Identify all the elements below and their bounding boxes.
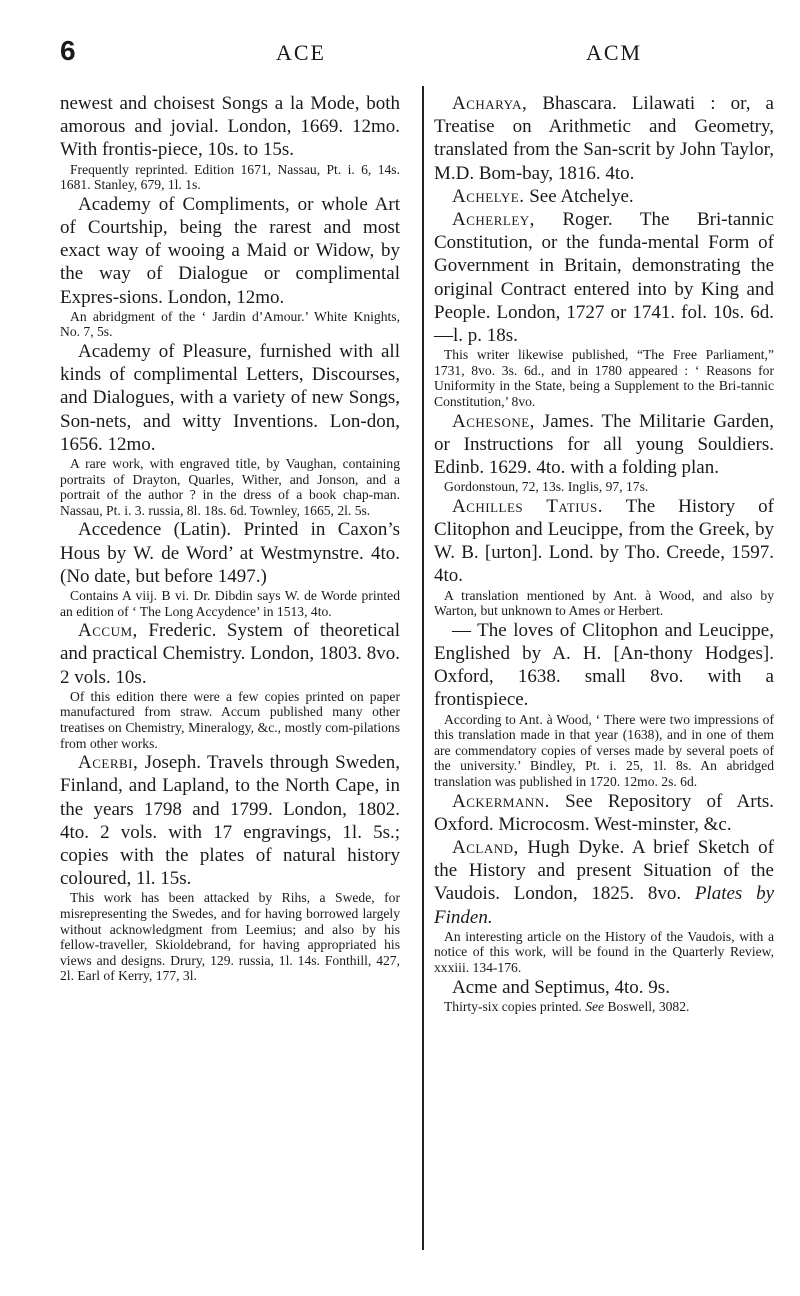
entry-note (434, 712, 774, 790)
running-head-left: ACE (276, 40, 326, 65)
bibliography-entry (434, 619, 774, 712)
bibliography-entry (434, 790, 774, 836)
note-text: Contains A viij. B vi. Dr. Dibdin says W. de Worde printed an edition of ‘ The Long Accydence’ in 1513, 4to. (60, 588, 400, 619)
bibliography-entry (60, 751, 400, 890)
entry-text: Accedence (Latin). Printed in Caxon’s Hous by W. de Word’ at Westmynstre. 4to. (No date, but before 1497.) (60, 519, 400, 587)
entry-text: The History of Clitophon and Leucippe, from the Greek, by W. B. [urton]. Lond. by Tho. Creede, 1597. 4to. (434, 495, 774, 587)
entry-note (60, 588, 400, 619)
entry-headword: Achesone, (452, 410, 535, 432)
note-text: An interesting article on the History of the Vaudois, with a notice of this work, will be found in the Quarterly Review, xxxiii. 134-176. (434, 928, 774, 975)
bibliography-entry (60, 518, 400, 588)
entry-headword: Achelye. (452, 185, 525, 207)
note-text: An abridgment of the ‘ Jardin d’Amour.’ White Knights, No. 7, 5s. (60, 308, 400, 340)
entry-note (60, 689, 400, 751)
entry-note (434, 999, 774, 1015)
running-head-right: ACM (586, 40, 643, 65)
entry-text: Hugh Dyke. A brief Sketch of the History and present Situation of the Vaudois. London, 1825. 8vo. (434, 837, 774, 905)
entry-text: Academy of Pleasure, furnished with all kinds of complimental Letters, Discourses, and Dialogues, with a variety of new Songs, Son-nets, and witty Inventions. Lon-don, 1656. 12mo. (60, 341, 400, 455)
entry-text: — The loves of Clitophon and Leucippe, Englished by A. H. [An-thony Hodges]. Oxford, 1638. small 8vo. with a frontispiece. (434, 619, 774, 711)
column-divider (422, 86, 424, 1250)
bibliography-entry (434, 976, 774, 999)
entry-text: newest and choisest Songs a la Mode, both amorous and jovial. London, 1669. 12mo. With frontis-piece, 10s. to 15s. (60, 93, 400, 161)
entry-headword: Acharya, (452, 93, 528, 114)
bibliography-entry (60, 619, 400, 689)
entry-text: See Repository of Arts. Oxford. Microcosm. West-minster, &c. (434, 790, 774, 835)
note-italic: See (581, 998, 605, 1014)
entry-note (60, 309, 400, 340)
note-text: This work has been attacked by Rihs, a Swede, for misrepresenting the Swedes, and for having borrowed largely without acknowledgment from Leemius; and also by his fellow-traveller, Skioldebrand, for having appropriated his views and designs. Drury, 129. russia, 1l. 14s. Fonthill, 427, 2l. Earl of Kerry, 177, 3l. (60, 890, 400, 984)
right-column (434, 92, 774, 1014)
entry-text: Roger. The Bri-tannic Constitution, or the funda-mental Form of Government in Britain, demonstrating the original Contract entered into by King and People. London, 1727 or 1741. fol. 10s. 6d.—l. p. 18s. (434, 209, 774, 347)
entry-headword: Acland, (452, 837, 519, 858)
note-text: Thirty-six copies printed. (444, 998, 582, 1014)
note-text: Frequently reprinted. Edition 1671, Nassau, Pt. i. 6, 14s. 1681. Stanley, 679, 1l. 1s. (60, 161, 400, 193)
bibliography-entry (434, 185, 774, 208)
entry-note (60, 890, 400, 984)
entry-note (60, 162, 400, 193)
bibliography-entry (434, 410, 774, 480)
entry-note (434, 347, 774, 409)
note-text: A translation mentioned by Ant. à Wood, and also by Warton, but unknown to Ames or Herbert. (434, 587, 774, 619)
bibliography-entry (434, 495, 774, 588)
entry-note (434, 929, 774, 976)
page-header (0, 34, 800, 68)
entry-italic: Plates by Finden. (434, 883, 774, 928)
page-number: 6 (60, 35, 76, 66)
entry-text: Joseph. Travels through Sweden, Finland, and Lapland, to the North Cape, in the years 1798 and 1799. London, 1802. 4to. 2 vols. with 17 engravings, 1l. 5s.; copies with the plates of natural history coloured, 1l. 15s. (60, 752, 400, 890)
bibliography-entry (434, 208, 774, 347)
bibliography-entry (60, 193, 400, 309)
note-text: Gordonstoun, 72, 13s. Inglis, 97, 17s. (444, 479, 649, 495)
bibliography-entry (60, 340, 400, 456)
bibliography-entry (434, 836, 774, 929)
entry-text: Bhascara. Lilawati : or, a Treatise on Arithmetic and Geometry, translated from the San-scrit by John Taylor, M.D. Bom-bay, 1816. 4to. (434, 93, 774, 184)
entry-text: Frederic. System of theoretical and practical Chemistry. London, 1803. 8vo. 2 vols. 10s. (60, 620, 400, 688)
entry-continuation (60, 92, 400, 162)
entry-text: James. The Militarie Garden, or Instructions for all young Souldiers. Edinb. 1629. 4to. with a folding plan. (434, 410, 774, 479)
entry-text: Academy of Compliments, or whole Art of Courtship, being the rarest and most exact way of wooing a Maid or Widow, by the way of Dialogue or complimental Expres-sions. London, 12mo. (60, 193, 400, 308)
entry-headword: Ackermann. (452, 790, 550, 812)
entry-headword: Acherley, (452, 209, 535, 231)
note-tail: Boswell, 3082. (604, 998, 690, 1014)
note-text: A rare work, with engraved title, by Vaughan, containing portraits of Drayton, Quarles, Wither, and Jonson, and a portrait of the author ? in the dress of a book chap-man. Nassau, Pt. i. 3. russia, 8l. 18s. 6d. Townley, 1665, 2l. 5s. (60, 456, 400, 518)
entry-headword: Accum, (78, 620, 138, 642)
note-text: This writer likewise published, “The Free Parliament,” 1731, 8vo. 3s. 6d., and in 1780 appeared : ‘ Reasons for Uniformity in the State, being a Supplement to the Bri-tannic Constitution,’ 8vo. (434, 347, 774, 410)
entry-headword: Acerbi, (78, 752, 139, 774)
entry-headword: Achilles Tatius. (452, 495, 603, 517)
entry-note (434, 479, 774, 495)
entry-text: See Atchelye. (524, 185, 634, 207)
note-text: According to Ant. à Wood, ‘ There were two impressions of this translation made in that year (1638), and in one of them are commendatory copies of verses made by several poets of the university.’ Bindley, Pt. i. 25, 1l. 8s. An abridged translation was published in 1720. 12mo. 2s. 6d. (434, 711, 774, 789)
entry-note (60, 456, 400, 518)
note-text: Of this edition there were a few copies printed on paper manufactured from straw. Accum published many other treatises on Chemistry, Mineralogy, &c., mostly com-pilations from other works. (60, 688, 400, 751)
entry-text: Acme and Septimus, 4to. 9s. (452, 976, 670, 998)
entry-note (434, 588, 774, 619)
left-column (60, 92, 400, 984)
bibliography-entry (434, 92, 774, 185)
